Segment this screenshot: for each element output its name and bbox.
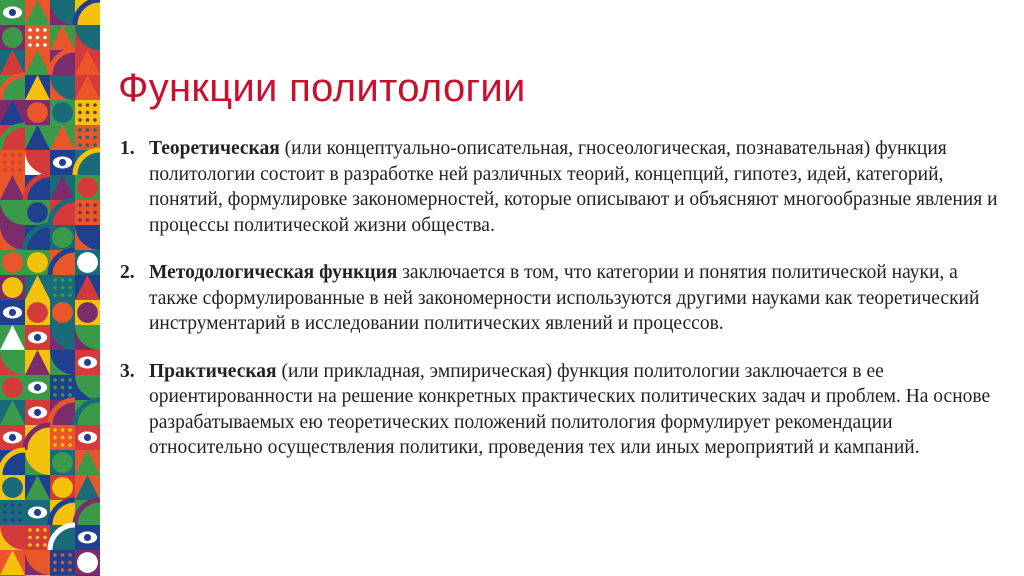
item-text: заключается в том, что категории и понятия политической науки, а также сформулированные в ней закономерности используются другими науками как теоретический инструментарий в исследовании политических явлений и процессов. [149, 262, 980, 334]
item-number: 2. [120, 262, 135, 283]
list-item [120, 260, 1000, 337]
item-text: (или концептуально-описательная, гносеологическая, познавательная) функция политологии состоит в разработке ней различных теорий, концепций, гипотез, идей, категорий, понятий, формулировке закономерностей, которые описывают и объясняют многообразные явления и процессы политической жизни общества. [149, 138, 998, 236]
mosaic-pattern [0, 0, 100, 576]
item-text: (или прикладная, эмпирическая) функция политологии заключается в ее ориентированности на решение конкретных практических политических задач и проблем. На основе разрабатываемых ею теоретических положений политология формулирует рекомендации относительно осуществления политики, проведения тех или иных мероприятий и кампаний. [149, 360, 991, 458]
slide-title: Функции политологии [118, 66, 526, 110]
list-item [120, 136, 1000, 238]
functions-list [120, 136, 1000, 483]
item-lead: Методологическая функция [149, 262, 398, 283]
decorative-mosaic-strip [0, 0, 100, 576]
item-number: 3. [120, 360, 135, 382]
item-number: 1. [120, 138, 135, 159]
list-item [120, 359, 1000, 461]
item-lead: Практическая [149, 360, 277, 382]
item-lead: Теоретическая [149, 138, 280, 159]
